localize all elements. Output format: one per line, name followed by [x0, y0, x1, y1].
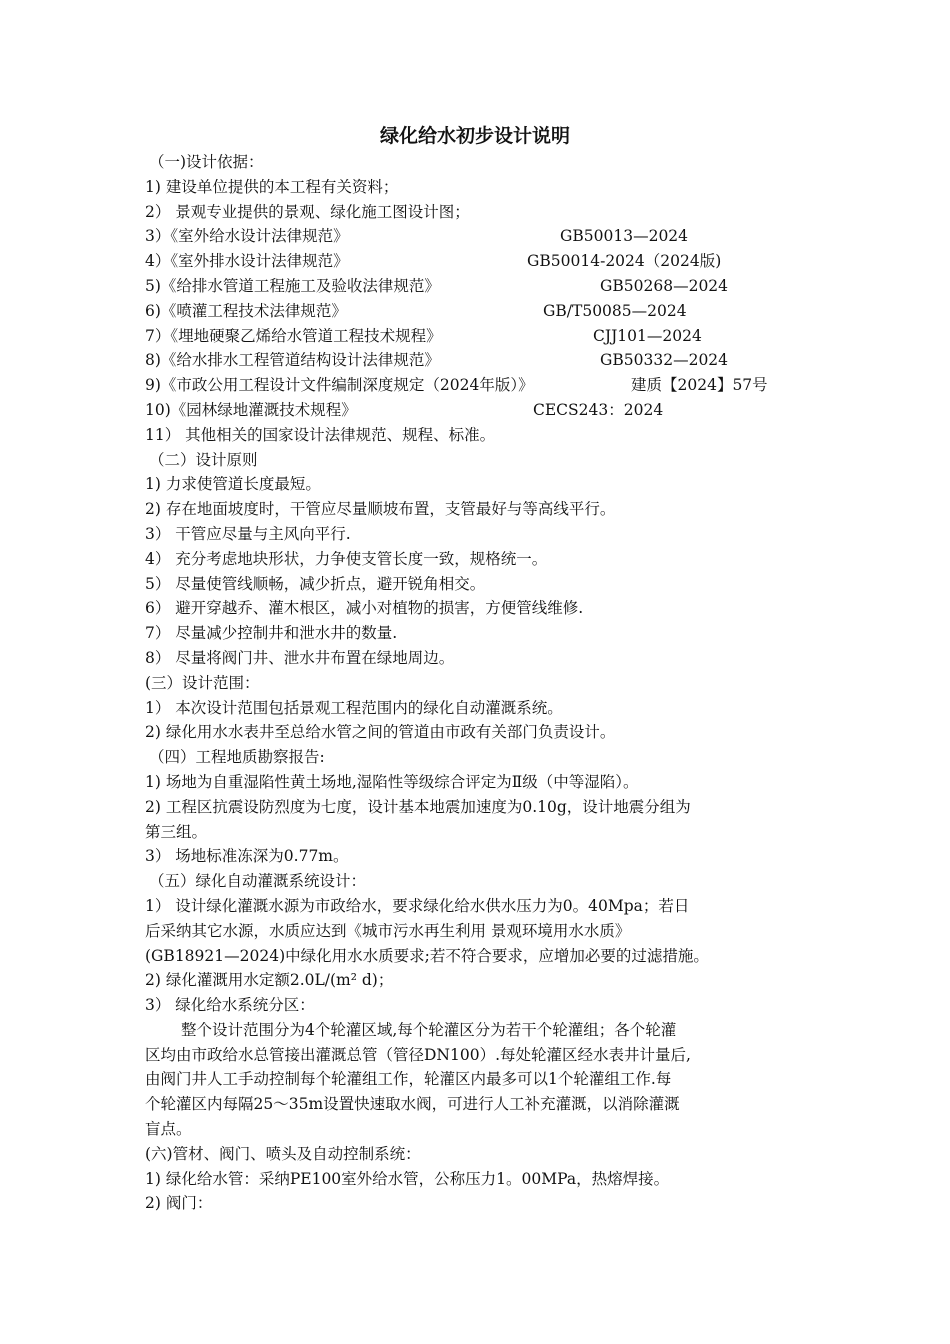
- list-item: 2) 工程区抗震设防烈度为七度，设计基本地震加速度为0.10g，设计地震分组为: [145, 797, 691, 816]
- paragraph-line: 区均由市政给水总管接出灌溉总管（管径DN100）.每处轮灌区经水表井计量后,: [145, 1045, 691, 1064]
- section-heading-geology: （四）工程地质勘察报告:: [149, 748, 325, 767]
- standard-name: 8)《给水排水工程管道结构设计法律规范》: [145, 351, 440, 370]
- standard-row: [145, 299, 815, 324]
- standard-row: [145, 249, 815, 274]
- standard-row: [145, 224, 815, 249]
- list-item: 2) 绿化灌溉用水定额2.0L/(m² d)；: [145, 971, 394, 990]
- paragraph-line: 个轮灌区内每隔25～35m设置快速取水阀，可进行人工补充灌溉，以消除灌溉: [145, 1095, 680, 1114]
- list-item: 1) 场地为自重湿陷性黄土场地,湿陷性等级综合评定为Ⅱ级（中等湿陷）。: [145, 772, 639, 791]
- standard-code: GB50268—2024: [600, 276, 729, 295]
- list-item: 6） 避开穿越乔、灌木根区，减小对植物的损害，方便管线维修.: [145, 599, 584, 618]
- paragraph-line: 由阀门井人工手动控制每个轮灌组工作，轮灌区内最多可以1个轮灌组工作.每: [145, 1070, 672, 1089]
- section-heading-scope: (三）设计范围：: [145, 673, 260, 692]
- standard-row: [145, 324, 815, 349]
- list-item: 3） 场地标准冻深为0.77m。: [145, 847, 349, 866]
- list-item: 11） 其他相关的国家设计法律规范、规程、标准。: [145, 425, 496, 444]
- standard-code: GB50332—2024: [600, 351, 729, 370]
- section-heading-basis: （一)设计依据：: [149, 153, 264, 171]
- paragraph-line: 盲点。: [145, 1120, 192, 1139]
- list-item: 8） 尽量将阀门井、泄水井布置在绿地周边。: [145, 648, 455, 667]
- list-item: 1) 力求使管道长度最短。: [145, 475, 321, 494]
- list-item: 2) 存在地面坡度时，干管应尽量顺坡布置，支管最好与等高线平行。: [145, 500, 616, 519]
- list-item: 2) 绿化用水水表井至总给水管之间的管道由市政有关部门负责设计。: [145, 723, 616, 742]
- standard-name: 10)《园林绿地灌溉技术规程》: [145, 400, 357, 419]
- list-item: 4） 充分考虑地块形状，力争使支管长度一致，规格统一。: [145, 549, 548, 568]
- list-item: 3） 绿化给水系统分区：: [145, 996, 315, 1015]
- standard-name: 3）《室外给水设计法律规范》: [145, 227, 349, 246]
- section-heading-irrigation: （五）绿化自动灌溉系统设计：: [149, 872, 367, 891]
- list-item: 第三组。: [145, 822, 208, 841]
- list-item: 后采纳其它水源，水质应达到《城市污水再生利用 景观环境用水水质》: [145, 921, 631, 940]
- standard-code: 建质【2024】57号: [631, 376, 768, 395]
- section-heading-materials: (六)管材、阀门、喷头及自动控制系统：: [145, 1144, 421, 1163]
- standard-code: GB50014-2024（2024版): [527, 252, 722, 271]
- standard-code: GB/T50085—2024: [543, 301, 687, 320]
- list-item: 7） 尽量减少控制井和泄水井的数量.: [145, 624, 398, 643]
- list-item: 2） 景观专业提供的景观、绿化施工图设计图；: [145, 202, 470, 221]
- standard-row: [145, 398, 815, 423]
- list-item: 1) 绿化给水管：采纳PE100室外给水管，公称压力1。00MPa，热熔焊接。: [145, 1169, 670, 1188]
- list-item: (GB18921—2024)中绿化用水水质要求;若不符合要求，应增加必要的过滤措施。: [145, 946, 709, 965]
- list-item: 1) 建设单位提供的本工程有关资料；: [145, 177, 399, 196]
- document-title: 绿化给水初步设计说明: [379, 125, 570, 147]
- standard-code: CECS243：2024: [533, 400, 664, 419]
- list-item: 1） 本次设计范围包括景观工程范围内的绿化自动灌溉系统。: [145, 698, 563, 717]
- section-heading-principles: （二）设计原则: [149, 450, 258, 469]
- standard-name: 7）《埋地硬聚乙烯给水管道工程技术规程》: [145, 326, 442, 345]
- paragraph-line: 整个设计范围分为4个轮灌区域,每个轮灌区分为若干个轮灌组；各个轮灌: [181, 1020, 677, 1039]
- standard-row: [145, 373, 815, 398]
- list-item: 2) 阀门：: [145, 1194, 213, 1213]
- standard-name: 4）《室外排水设计法律规范》: [145, 252, 349, 271]
- standard-name: 9)《市政公用工程设计文件编制深度规定（2024年版）》: [145, 376, 534, 395]
- standard-name: 6)《喷灌工程技术法律规范》: [145, 301, 347, 320]
- list-item: 3） 干管应尽量与主风向平行.: [145, 524, 351, 543]
- list-item: 1） 设计绿化灌溉水源为市政给水，要求绿化给水供水压力为0。40Mpa；若日: [145, 896, 690, 915]
- standard-name: 5)《给排水管道工程施工及验收法律规范》: [145, 276, 440, 295]
- list-item: 5） 尽量使管线顺畅，减少折点，避开锐角相交。: [145, 574, 486, 593]
- standard-code: GB50013—2024: [560, 227, 689, 246]
- standard-code: CJJ101—2024: [593, 326, 702, 345]
- standard-row: [145, 274, 815, 299]
- document-body: [145, 150, 815, 1216]
- standard-row: [145, 348, 815, 373]
